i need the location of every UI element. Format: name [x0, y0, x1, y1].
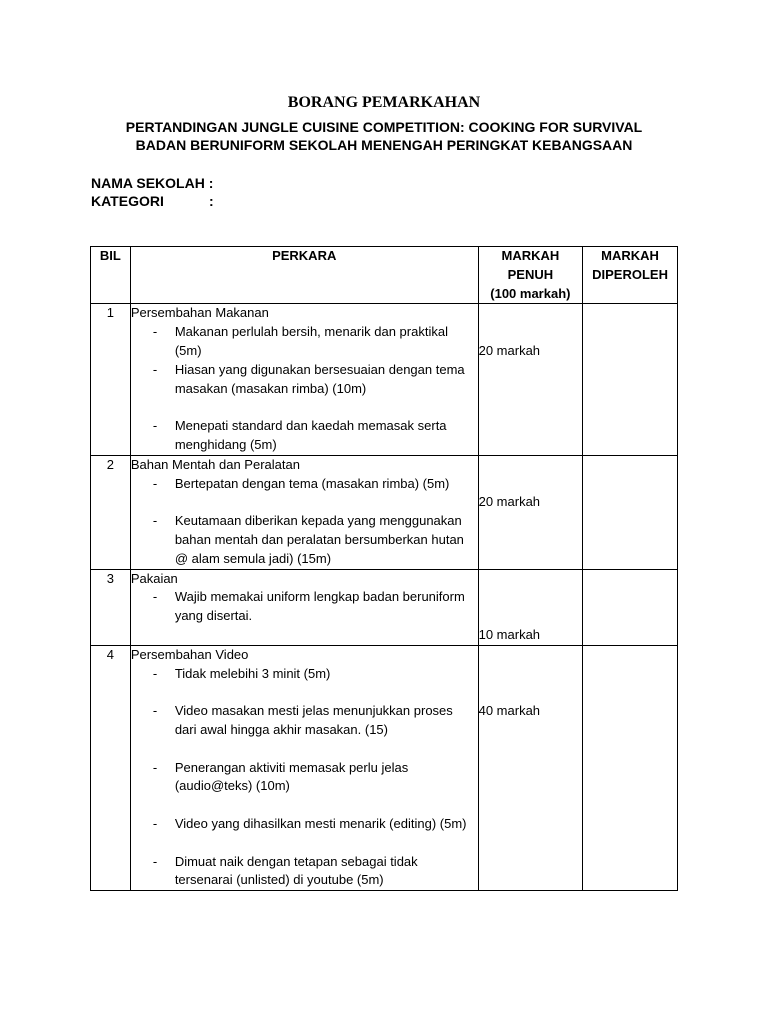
criteria-item [131, 853, 478, 891]
spacer [131, 398, 478, 417]
full-marks-value: 20 markah [478, 342, 541, 358]
full-marks-value: 10 markah [478, 626, 541, 642]
form-title: BORANG PEMARKAHAN [287, 94, 481, 111]
row-number: 3 [91, 569, 131, 645]
full-marks-cell [478, 304, 583, 455]
bullet-dash: - [152, 759, 158, 775]
bullet-dash: - [152, 361, 158, 377]
marks-obtained-cell[interactable] [583, 645, 678, 890]
criteria-cell [130, 569, 478, 645]
bullet-dash: - [152, 324, 158, 340]
criteria-list [131, 588, 478, 626]
criteria-list [131, 323, 478, 455]
criteria-title: Bahan Mentah dan Peralatan [130, 456, 300, 472]
spacer [131, 834, 478, 853]
header-markah-diperoleh: MARKAH DIPEROLEH [583, 247, 678, 304]
criteria-list [131, 475, 478, 569]
criteria-text: Bertepatan dengan tema (masakan rimba) (5m) [174, 475, 450, 491]
criteria-title: Pakaian [130, 570, 178, 586]
criteria-item [131, 475, 478, 494]
marks-obtained-cell[interactable] [583, 455, 678, 569]
table-row [91, 455, 678, 569]
criteria-text: Keutamaan diberikan kepada yang menggunakan bahan mentah dan peralatan bersumberkan hutan @ alam semula jadi) (15m) [174, 513, 464, 566]
table-row [91, 304, 678, 455]
full-marks-value: 20 markah [478, 494, 541, 510]
full-marks-cell [478, 645, 583, 890]
bullet-dash: - [152, 853, 158, 869]
category-label: KATEGORI [91, 193, 164, 209]
spacer [131, 740, 478, 759]
scoring-table [90, 246, 678, 891]
marks-obtained-cell[interactable] [583, 569, 678, 645]
school-name-label: NAMA SEKOLAH : [91, 175, 214, 191]
header-markah-penuh: MARKAH PENUH (100 markah) [478, 247, 583, 304]
criteria-text: Menepati standard dan kaedah memasak serta menghidang (5m) [174, 418, 447, 452]
row-number: 4 [91, 645, 131, 890]
organizer-line: BADAN BERUNIFORM SEKOLAH MENENGAH PERINGKAT KEBANGSAAN [135, 137, 633, 153]
full-marks-cell [478, 569, 583, 645]
header-perkara: PERKARA [130, 247, 478, 304]
bullet-dash: - [152, 418, 158, 434]
criteria-text: Hiasan yang digunakan bersesuaian dengan tema masakan (masakan rimba) (10m) [174, 361, 465, 396]
criteria-text: Video yang dihasilkan mesti menarik (editing) (5m) [174, 815, 467, 831]
spacer [131, 796, 478, 815]
school-name-field [91, 175, 213, 191]
table-row [91, 569, 678, 645]
row-number: 1 [91, 304, 131, 455]
criteria-text: Makanan perlulah bersih, menarik dan praktikal (5m) [174, 324, 448, 358]
full-marks-value: 40 markah [478, 703, 541, 719]
bullet-dash: - [152, 665, 158, 681]
criteria-item [131, 702, 478, 740]
bullet-dash: - [152, 589, 158, 605]
row-number: 2 [91, 455, 131, 569]
bullet-dash: - [152, 513, 158, 529]
criteria-item [131, 759, 478, 797]
spacer [131, 683, 478, 702]
table-header-row [91, 247, 678, 304]
criteria-text: Video masakan mesti jelas menunjukkan proses dari awal hingga akhir masakan. (15) [174, 703, 453, 737]
criteria-list [131, 665, 478, 891]
category-field [91, 193, 214, 209]
criteria-text: Penerangan aktiviti memasak perlu jelas (audio@teks) (10m) [174, 759, 409, 794]
criteria-item [131, 417, 478, 455]
spacer [131, 493, 478, 512]
criteria-item [131, 361, 478, 399]
criteria-cell [130, 455, 478, 569]
criteria-cell [130, 304, 478, 455]
criteria-title: Persembahan Video [130, 646, 249, 662]
bullet-dash: - [152, 475, 158, 491]
bullet-dash: - [152, 703, 158, 719]
header-bil: BIL [91, 247, 131, 304]
marks-obtained-cell[interactable] [583, 304, 678, 455]
criteria-item [131, 323, 478, 361]
category-colon: : [209, 193, 214, 209]
criteria-text: Tidak melebihi 3 minit (5m) [174, 665, 331, 681]
criteria-item [131, 665, 478, 684]
bullet-dash: - [152, 815, 158, 831]
criteria-title: Persembahan Makanan [130, 305, 269, 321]
criteria-item [131, 512, 478, 568]
criteria-text: Wajib memakai uniform lengkap badan beruniform yang disertai. [174, 589, 465, 624]
full-marks-cell [478, 455, 583, 569]
competition-title: PERTANDINGAN JUNGLE CUISINE COMPETITION: COOKING FOR SURVIVAL [125, 119, 643, 135]
criteria-item [131, 815, 478, 834]
criteria-cell [130, 645, 478, 890]
criteria-text: Dimuat naik dengan tetapan sebagai tidak tersenarai (unlisted) di youtube (5m) [174, 853, 418, 888]
table-row [91, 645, 678, 890]
criteria-item [131, 588, 478, 626]
